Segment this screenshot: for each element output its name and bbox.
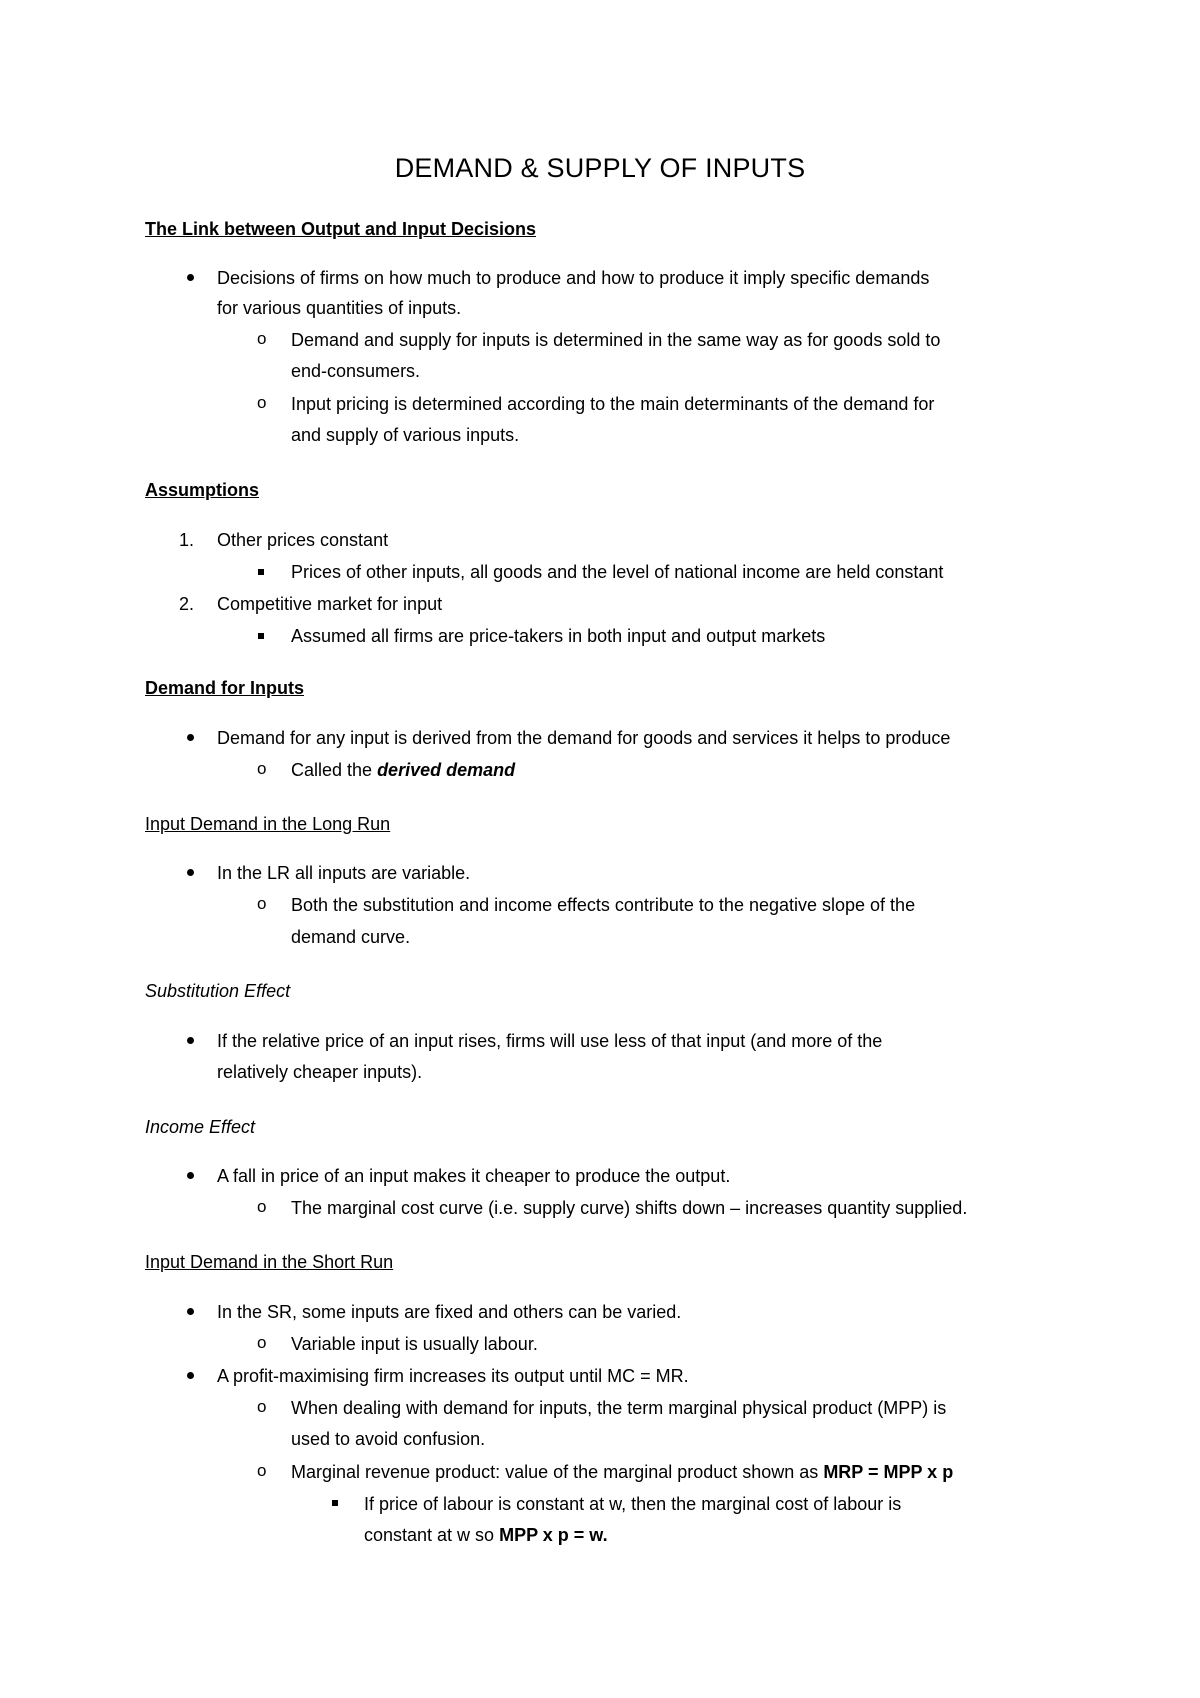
square-bullet-icon [258, 633, 264, 639]
bullet-icon [187, 274, 194, 281]
section-heading-link: The Link between Output and Input Decisions [145, 219, 537, 239]
emphasis-text: derived demand [377, 760, 516, 780]
sub-bullet-text: Variable input is usually labour. [291, 1334, 538, 1354]
sub-bullet-icon: o [257, 1397, 267, 1416]
bullet-text: If the relative price of an input rises, firms will use less of that input (and more of the [217, 1031, 883, 1051]
sub-bullet-text: When dealing with demand for inputs, the term marginal physical product (MPP) is [291, 1398, 947, 1418]
sub-bullet-text: The marginal cost curve (i.e. supply curve) shifts down – increases quantity supplied. [291, 1198, 968, 1218]
sub-sub-bullet-text-cont [364, 1519, 608, 1551]
sub-bullet-icon: o [257, 329, 267, 348]
bullet-icon [187, 1172, 194, 1179]
sub-bullet-text [291, 754, 515, 786]
bullet-icon [187, 1372, 194, 1379]
sub-bullet-icon: o [257, 1197, 267, 1216]
subsection-heading-longrun: Input Demand in the Long Run [145, 814, 391, 834]
sub-bullet-text [291, 1456, 953, 1488]
list-number: 2. [179, 594, 195, 614]
bullet-icon [187, 734, 194, 741]
sub-bullet-icon: o [257, 1333, 267, 1352]
sub-bullet-text: Both the substitution and income effects contribute to the negative slope of the [291, 895, 916, 915]
sub-bullet-text-cont: demand curve. [291, 927, 411, 947]
square-bullet-icon [332, 1500, 338, 1506]
sub-sub-bullet-text: If price of labour is constant at w, then the marginal cost of labour is [364, 1494, 902, 1514]
page-title: DEMAND & SUPPLY OF INPUTS [394, 153, 806, 183]
sub-bullet-text: Input pricing is determined according to the main determinants of the demand for [291, 394, 935, 414]
list-subitem: Assumed all firms are price-takers in both input and output markets [291, 626, 826, 646]
list-item: Competitive market for input [217, 594, 443, 614]
formula-wage: MPP x p = w. [499, 1525, 608, 1545]
bullet-icon [187, 869, 194, 876]
subsection-heading-income: Income Effect [145, 1117, 256, 1137]
bullet-text-cont: for various quantities of inputs. [217, 298, 462, 318]
bullet-text: A profit-maximising firm increases its output until MC = MR. [217, 1366, 689, 1386]
sub-bullet-text-cont: end-consumers. [291, 361, 421, 381]
bullet-text: Decisions of firms on how much to produce and how to produce it imply specific demands [217, 268, 930, 288]
subsection-heading-substitution: Substitution Effect [145, 981, 291, 1001]
sub-bullet-icon: o [257, 759, 267, 778]
bullet-icon [187, 1308, 194, 1315]
list-subitem: Prices of other inputs, all goods and the level of national income are held constant [291, 562, 944, 582]
section-heading-demand: Demand for Inputs [145, 678, 305, 698]
bullet-text: In the LR all inputs are variable. [217, 863, 471, 883]
sub-bullet-icon: o [257, 894, 267, 913]
sub-bullet-icon: o [257, 393, 267, 412]
sub-bullet-prefix: Called the [291, 760, 378, 780]
bullet-icon [187, 1037, 194, 1044]
sub-bullet-icon: o [257, 1461, 267, 1480]
bullet-text: Demand for any input is derived from the demand for goods and services it helps to produce [217, 728, 951, 748]
subsection-heading-shortrun: Input Demand in the Short Run [145, 1252, 394, 1272]
square-bullet-icon [258, 569, 264, 575]
list-item: Other prices constant [217, 530, 389, 550]
bullet-text: In the SR, some inputs are fixed and others can be varied. [217, 1302, 682, 1322]
bullet-text: A fall in price of an input makes it cheaper to produce the output. [217, 1166, 731, 1186]
sub-bullet-text-cont: used to avoid confusion. [291, 1429, 486, 1449]
sub-bullet-text: Demand and supply for inputs is determined in the same way as for goods sold to [291, 330, 941, 350]
sub-sub-prefix: constant at w so [364, 1525, 500, 1545]
sub-bullet-text-cont: and supply of various inputs. [291, 425, 520, 445]
formula-mrp: MRP = MPP x p [823, 1462, 954, 1482]
bullet-text-cont: relatively cheaper inputs). [217, 1062, 423, 1082]
section-heading-assumptions: Assumptions [145, 480, 260, 500]
list-number: 1. [179, 530, 195, 550]
sub-bullet-prefix: Marginal revenue product: value of the marginal product shown as [291, 1462, 824, 1482]
